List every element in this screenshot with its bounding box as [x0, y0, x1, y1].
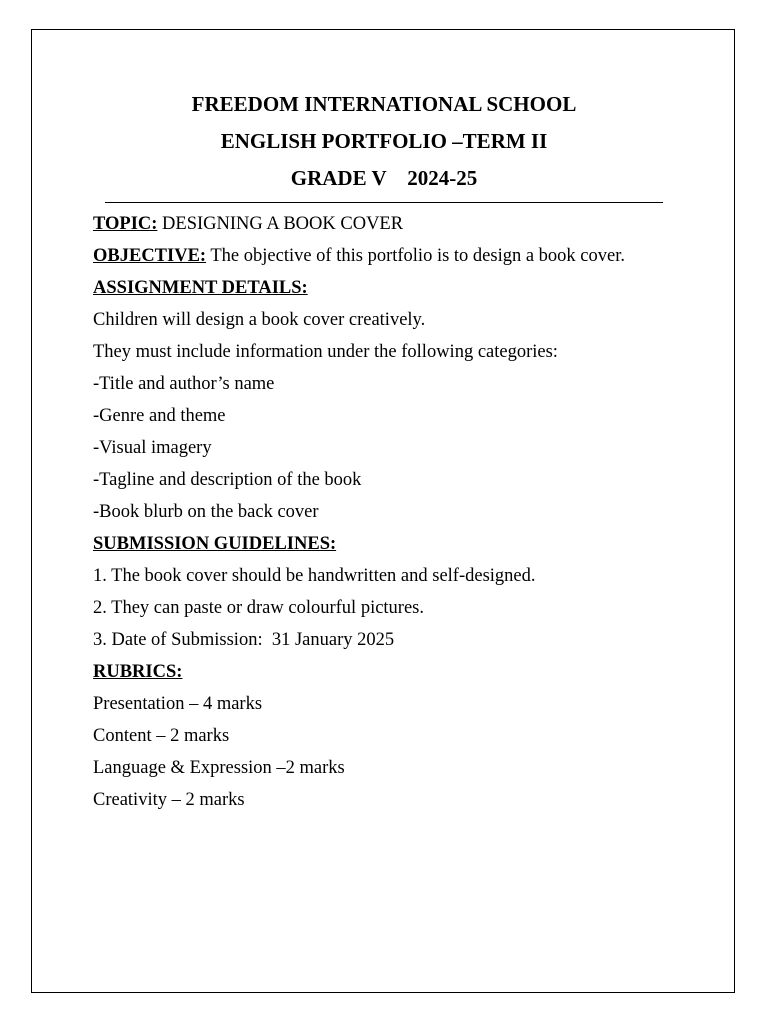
submission-item: 1. The book cover should be handwritten and self-designed.: [93, 566, 536, 586]
submission-heading: [93, 533, 673, 555]
objective-line: [93, 245, 673, 267]
submission-item: 2. They can paste or draw colourful pictures.: [93, 598, 425, 618]
assignment-label: ASSIGNMENT DETAILS:: [93, 278, 308, 298]
assignment-item: -Tagline and description of the book: [93, 470, 362, 490]
objective-value: The objective of this portfolio is to design a book cover.: [206, 246, 625, 266]
topic-line: [93, 213, 673, 235]
header-divider: [105, 202, 663, 203]
assignment-heading: [93, 277, 673, 299]
rubric-item: Creativity – 2 marks: [93, 790, 245, 810]
objective-label: OBJECTIVE:: [93, 246, 207, 266]
assignment-intro-2: They must include information under the following categories:: [93, 342, 558, 362]
submission-label: SUBMISSION GUIDELINES:: [93, 534, 337, 554]
rubrics-heading: [93, 661, 673, 683]
assignment-item: -Title and author’s name: [93, 374, 275, 394]
assignment-item: -Visual imagery: [93, 438, 212, 458]
grade-year: GRADE V 2024-25: [290, 166, 478, 190]
portfolio-title: ENGLISH PORTFOLIO –TERM II: [220, 129, 548, 153]
rubrics-label: RUBRICS:: [93, 662, 183, 682]
document-body: [93, 213, 673, 821]
topic-label: TOPIC:: [93, 214, 158, 234]
assignment-item: -Genre and theme: [93, 406, 226, 426]
assignment-item: -Book blurb on the back cover: [93, 502, 319, 522]
submission-item: 3. Date of Submission: 31 January 2025: [93, 630, 395, 650]
rubric-item: Presentation – 4 marks: [93, 694, 263, 714]
rubric-item: Language & Expression –2 marks: [93, 758, 345, 778]
assignment-intro-1: Children will design a book cover creatively.: [93, 310, 426, 330]
document-header: [0, 86, 768, 197]
school-name: FREEDOM INTERNATIONAL SCHOOL: [191, 92, 577, 116]
rubric-item: Content – 2 marks: [93, 726, 230, 746]
topic-value: DESIGNING A BOOK COVER: [157, 214, 404, 234]
